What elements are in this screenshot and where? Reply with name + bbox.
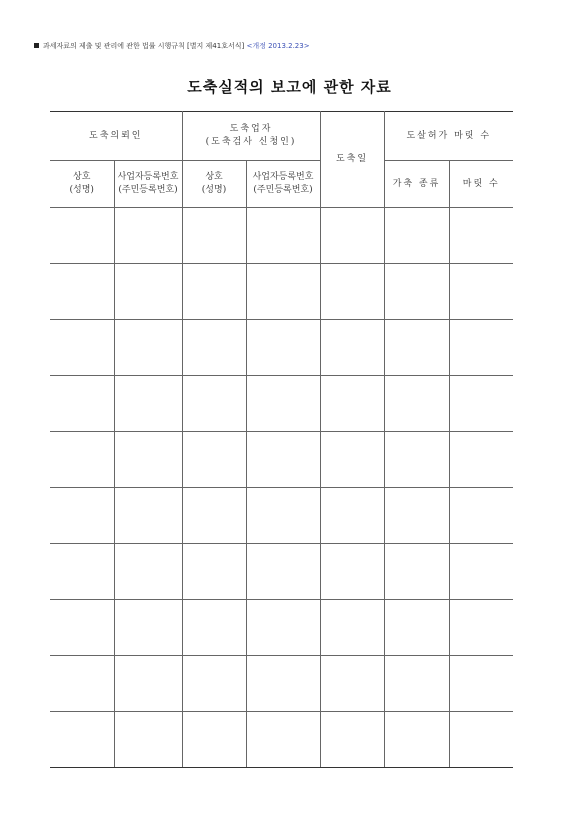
header-slaughter-client: 도축의뢰인 [50,112,182,161]
client-registration-cell[interactable] [114,208,182,264]
slaughter-date-cell[interactable] [320,544,384,600]
livestock-type-cell[interactable] [384,208,449,264]
header-operator-registration: 사업자등록번호 (주민등록번호) [246,161,320,208]
slaughter-date-cell[interactable] [320,320,384,376]
operator-registration-cell[interactable] [246,656,320,712]
operator-registration-cell[interactable] [246,600,320,656]
revision-date: <개정 2013.2.23> [246,42,310,50]
table-row [50,208,513,264]
livestock-type-cell[interactable] [384,712,449,768]
header-client-name: 상호 (성명) [50,161,114,208]
head-count-cell[interactable] [449,264,513,320]
table-row [50,712,513,768]
head-count-cell[interactable] [449,488,513,544]
operator-name-cell[interactable] [182,544,246,600]
client-name-cell[interactable] [50,712,114,768]
operator-registration-cell[interactable] [246,376,320,432]
client-name-cell[interactable] [50,656,114,712]
operator-registration-cell[interactable] [246,320,320,376]
head-count-cell[interactable] [449,320,513,376]
client-registration-cell[interactable] [114,656,182,712]
client-registration-cell[interactable] [114,320,182,376]
header-slaughter-operator: 도축업자 (도축검사 신청인) [182,112,320,161]
slaughter-date-cell[interactable] [320,208,384,264]
table-row [50,320,513,376]
client-registration-cell[interactable] [114,264,182,320]
livestock-type-cell[interactable] [384,320,449,376]
slaughter-date-cell[interactable] [320,600,384,656]
client-registration-cell[interactable] [114,432,182,488]
header-operator-name: 상호 (성명) [182,161,246,208]
operator-registration-cell[interactable] [246,432,320,488]
header-row-groups [50,112,513,161]
slaughter-date-cell[interactable] [320,264,384,320]
operator-registration-cell[interactable] [246,488,320,544]
table-row [50,656,513,712]
client-registration-cell[interactable] [114,376,182,432]
head-count-cell[interactable] [449,712,513,768]
client-name-cell[interactable] [50,264,114,320]
client-name-cell[interactable] [50,208,114,264]
table-row [50,488,513,544]
client-registration-cell[interactable] [114,544,182,600]
slaughter-date-cell[interactable] [320,656,384,712]
header-client-registration: 사업자등록번호 (주민등록번호) [114,161,182,208]
client-name-cell[interactable] [50,544,114,600]
operator-registration-cell[interactable] [246,264,320,320]
slaughter-date-cell[interactable] [320,712,384,768]
form-reference-note [34,41,310,51]
slaughter-date-cell[interactable] [320,376,384,432]
livestock-type-cell[interactable] [384,432,449,488]
operator-name-cell[interactable] [182,376,246,432]
table-row [50,376,513,432]
operator-name-cell[interactable] [182,488,246,544]
livestock-type-cell[interactable] [384,488,449,544]
slaughter-date-cell[interactable] [320,432,384,488]
table-row [50,432,513,488]
head-count-cell[interactable] [449,208,513,264]
livestock-type-cell[interactable] [384,656,449,712]
operator-name-cell[interactable] [182,712,246,768]
operator-name-cell[interactable] [182,432,246,488]
operator-registration-cell[interactable] [246,544,320,600]
square-bullet-icon [34,43,39,48]
header-head-count: 마릿 수 [449,161,513,208]
client-name-cell[interactable] [50,488,114,544]
head-count-cell[interactable] [449,600,513,656]
client-name-cell[interactable] [50,320,114,376]
livestock-type-cell[interactable] [384,600,449,656]
head-count-cell[interactable] [449,432,513,488]
page-title: 도축실적의 보고에 관한 자료 [187,78,392,96]
header-livestock-type: 가축 종류 [384,161,449,208]
table-row [50,600,513,656]
header-row-fields [50,161,513,208]
operator-name-cell[interactable] [182,208,246,264]
client-registration-cell[interactable] [114,600,182,656]
slaughter-date-cell[interactable] [320,488,384,544]
operator-name-cell[interactable] [182,264,246,320]
report-table [50,111,513,768]
table-row [50,264,513,320]
header-slaughter-date: 도축일 [320,112,384,208]
livestock-type-cell[interactable] [384,376,449,432]
form-reference-text: 과세자료의 제출 및 관리에 관한 법률 시행규칙 [별지 제41호서식] [43,42,245,50]
operator-registration-cell[interactable] [246,712,320,768]
operator-name-cell[interactable] [182,600,246,656]
client-registration-cell[interactable] [114,712,182,768]
operator-name-cell[interactable] [182,320,246,376]
head-count-cell[interactable] [449,544,513,600]
table-row [50,544,513,600]
client-name-cell[interactable] [50,376,114,432]
header-permitted-head-count: 도살허가 마릿 수 [384,112,513,161]
operator-registration-cell[interactable] [246,208,320,264]
operator-name-cell[interactable] [182,656,246,712]
client-registration-cell[interactable] [114,488,182,544]
head-count-cell[interactable] [449,656,513,712]
head-count-cell[interactable] [449,376,513,432]
client-name-cell[interactable] [50,600,114,656]
livestock-type-cell[interactable] [384,544,449,600]
client-name-cell[interactable] [50,432,114,488]
livestock-type-cell[interactable] [384,264,449,320]
